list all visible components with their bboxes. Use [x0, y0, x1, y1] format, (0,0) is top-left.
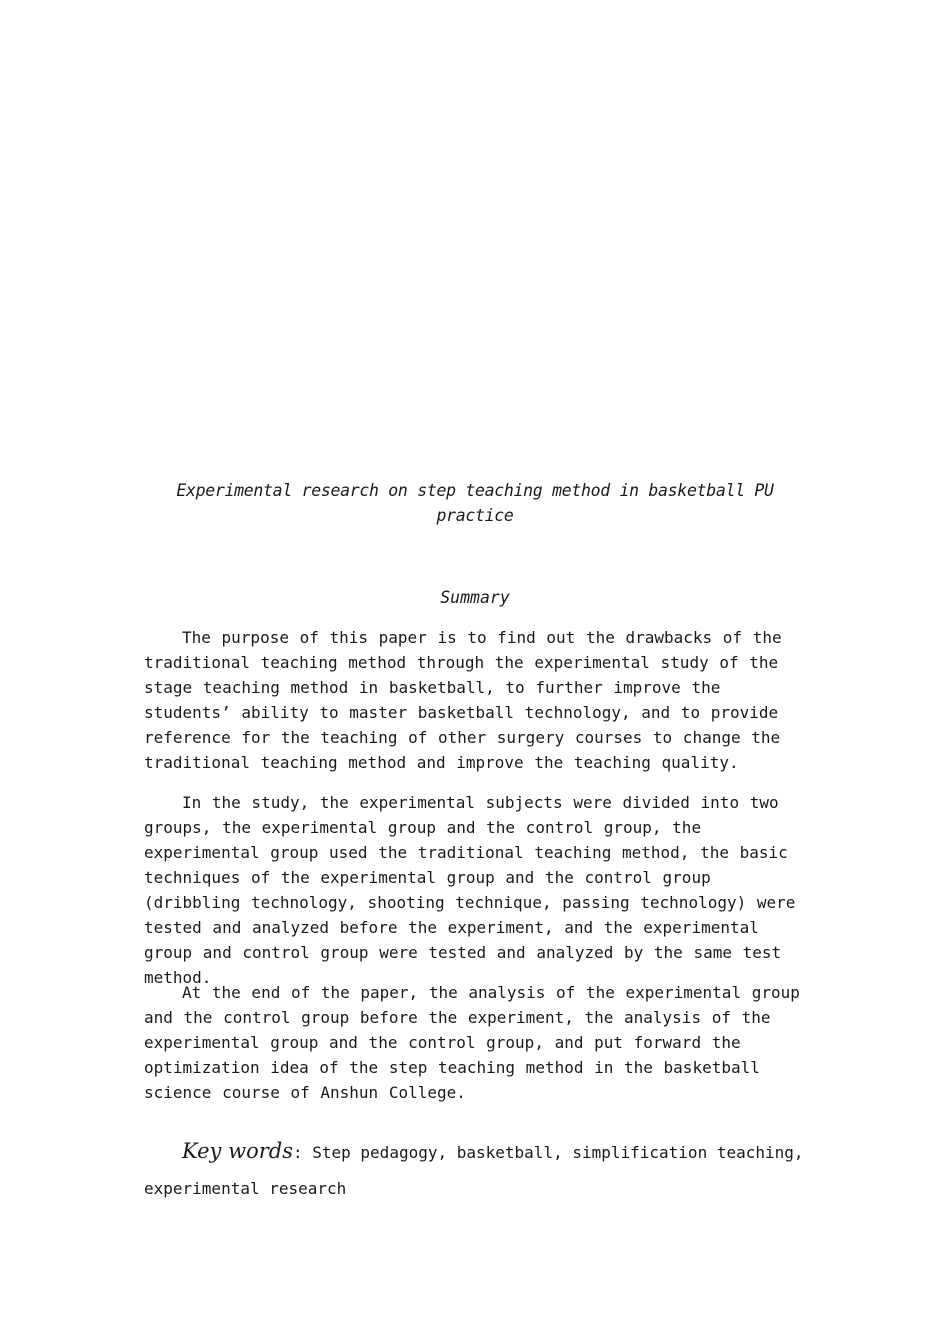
paper-title: Experimental research on step teaching method in basketball PU practice: [176, 481, 774, 525]
keywords-label: Key words: [182, 1139, 293, 1163]
keywords-line: [144, 1133, 810, 1207]
keywords-list: Step pedagogy, basketball, simplification teaching, experimental research: [144, 1143, 804, 1198]
keywords-separator: :: [292, 1143, 303, 1162]
summary-heading: Summary: [440, 588, 510, 607]
abstract-paragraph-3: At the end of the paper, the analysis of the experimental group and the control group before the experiment, the analysis of the experimental group and the control group, and put forward the optimization idea of the step teaching method in the basketball science course of Anshun College.: [144, 983, 800, 1102]
abstract-paragraph-2: In the study, the experimental subjects were divided into two groups, the experimental group and the control group, the experimental group used the traditional teaching method, the basic techniques of the experimental group and the control group (dribbling technology, shooting technique, passing technology) were tested and analyzed before the experiment, and the experimental group and control group were tested and analyzed by the same test method.: [144, 793, 796, 987]
abstract-paragraph-1: The purpose of this paper is to find out the drawbacks of the traditional teaching method through the experimental study of the stage teaching method in basketball, to further improve the students’ ability to master basketball technology, and to provide reference for the teaching of other surgery courses to change the traditional teaching method and improve the teaching quality.: [144, 628, 782, 772]
